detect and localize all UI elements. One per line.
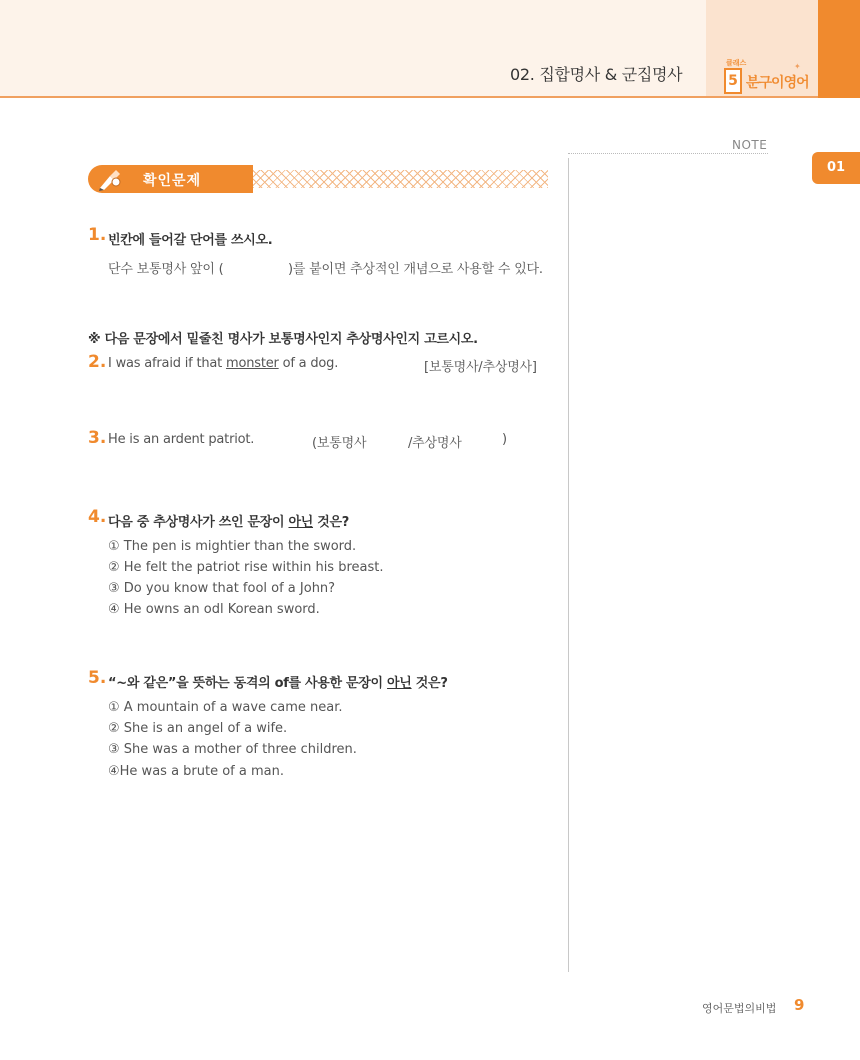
chapter-side-tab: 01 [812, 152, 860, 184]
question-number: 4. [88, 507, 107, 527]
choice-bracket: [보통명사/추상명사] [424, 360, 537, 375]
question-sentence [108, 356, 338, 371]
prompt-part: 다음 중 추상명사가 쓰인 문장이 [108, 515, 289, 530]
question-number: 3. [88, 428, 107, 448]
pencil-hand-icon [96, 166, 124, 192]
prompt-part: 것은? [411, 676, 448, 691]
logo-small-text: 클래스 [726, 59, 747, 67]
question-number: 2. [88, 352, 107, 372]
chapter-title: 02. 집합명사 & 군집명사 [510, 65, 683, 84]
logo-number: 5 [724, 68, 742, 94]
book-title-footer: 영어문법의비법 [702, 1002, 777, 1015]
option-4: ④ He owns an odl Korean sword. [108, 602, 320, 617]
option-4: ④He was a brute of a man. [108, 764, 284, 779]
option-3: ③ Do you know that fool of a John? [108, 581, 336, 596]
choice-mid: /추상명사 [408, 436, 462, 451]
instruction-text: ※ 다음 문장에서 밑줄친 명사가 보통명사인지 추상명사인지 고르시오. [88, 332, 478, 347]
sentence-part: I was afraid if that [108, 356, 226, 371]
question-prompt [108, 672, 448, 691]
header-divider [0, 96, 818, 98]
underlined-word: 아닌 [387, 676, 412, 691]
choice-close: ) [502, 432, 507, 447]
underlined-word: 아닌 [288, 515, 314, 530]
prompt-part: 것은? [313, 515, 349, 530]
note-dotted-rule [568, 153, 768, 154]
header-corner-tab [818, 0, 860, 98]
note-label: NOTE [732, 138, 768, 152]
logo-text: 분구이영어 [746, 75, 809, 91]
sentence-part: of a dog. [278, 356, 339, 371]
brand-logo [724, 59, 816, 96]
question-prompt: 빈칸에 들어갈 단어를 쓰시오. [108, 233, 273, 248]
prompt-part: “~와 같은”을 뜻하는 동격의 of를 사용한 문장이 [108, 676, 388, 691]
question-number: 1. [88, 225, 107, 245]
option-1: ① A mountain of a wave came near. [108, 700, 343, 715]
fill-blank-start: 단수 보통명사 앞이 ( [108, 262, 224, 277]
question-prompt [108, 511, 349, 530]
question-sentence: He is an ardent patriot. [108, 432, 255, 447]
choice-open: (보통명사 [312, 436, 367, 451]
question-number: 5. [88, 668, 107, 688]
option-2: ② He felt the patriot rise within his breast. [108, 560, 384, 575]
note-column-line [568, 158, 569, 972]
option-1: ① The pen is mightier than the sword. [108, 539, 357, 554]
page-number: 9 [794, 996, 805, 1014]
sparkle-icon: ✦ [794, 62, 801, 71]
fill-blank-end: )를 붙이면 추상적인 개념으로 사용할 수 있다. [288, 262, 543, 277]
banner-label: 확인문제 [143, 173, 202, 189]
option-2: ② She is an angel of a wife. [108, 721, 288, 736]
underlined-noun: monster [225, 356, 279, 371]
header-band [0, 0, 818, 96]
option-3: ③ She was a mother of three children. [108, 742, 357, 757]
banner-pattern [253, 170, 548, 188]
